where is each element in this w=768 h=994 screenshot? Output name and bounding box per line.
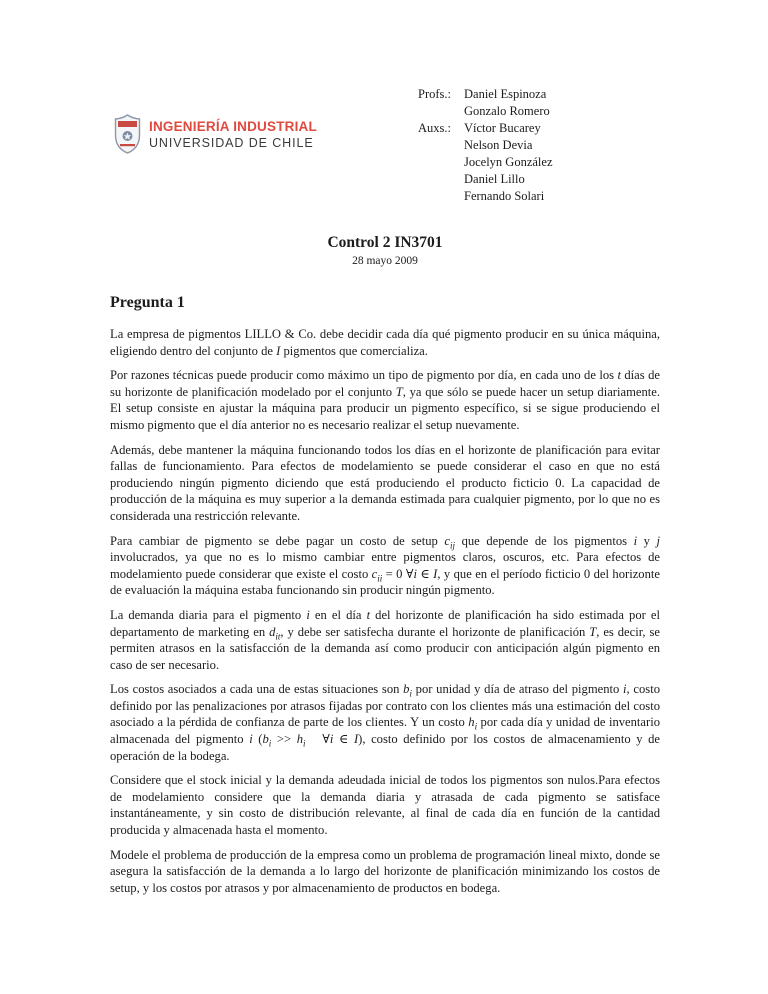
paragraph: Además, debe mantener la máquina funcionando todos los días en el horizonte de planificación para evitar fallas de funcionamiento. Para efectos de modelamiento se puede considerar el caso en que no está produciendo ningún pigmento diciendo que está produciendo el producto ficticio 0. La capacidad de producción de la máquina es muy superior a la demanda estimada para cualquier pigmento, por lo que no es considerada una restricción relevante.	[110, 442, 660, 523]
staff-role-label: Auxs.:	[418, 121, 451, 135]
staff-role-label	[418, 188, 464, 205]
university-logo-text	[149, 119, 317, 150]
staff-role-label	[418, 137, 464, 154]
staff-grid	[418, 86, 553, 205]
document-date: 28 mayo 2009	[352, 255, 418, 267]
staff-name: Daniel Lillo	[464, 172, 525, 186]
staff-role-label	[418, 171, 464, 188]
staff-name: Gonzalo Romero	[464, 104, 550, 118]
staff-name: Nelson Devia	[464, 138, 533, 152]
staff-role-label	[418, 154, 464, 171]
paragraph: Por razones técnicas puede producir como máximo un tipo de pigmento por día, en cada uno de los t días de su horizonte de planificación modelado por el conjunto T, ya que sólo se puede hacer un setup diariamente. El setup consiste en ajustar la máquina para producir un pigmento específico, si se sigue produciendo el mismo pigmento que el día anterior no es necesario realizar el setup nuevamente.	[110, 368, 660, 432]
paragraph: Los costos asociados a cada una de estas situaciones son $b_i$ por unidad y día de atraso del pigmento i, costo definido por las penalizaciones por atrasos fijadas por contrato con los clientes más una estimación del costo asociado a la pérdida de confianza de parte de los clientes. Y un costo $h_i$ por cada día y unidad de inventario almacenada del pigmento i ($b_i >> h_i$ ∀i ∈ I), costo definido por los costos de almacenamiento y de operación de la bodega.	[110, 682, 661, 763]
staff-name: Daniel Espinoza	[464, 87, 547, 101]
staff-role-label	[418, 103, 464, 120]
staff-name: Víctor Bucarey	[464, 121, 541, 135]
staff-name: Jocelyn González	[464, 155, 553, 169]
question-body	[110, 326, 660, 896]
paragraph: La demanda diaria para el pigmento i en el día t del horizonte de planificación ha sido estimada por el departamento de marketing en $d_{it}$, y debe ser satisfecha durante el horizonte de planificación T, es decir, se permiten atrasos en la satisfacción de la demanda así como producir con anticipación algún pigmento en caso de ser necesario.	[110, 607, 660, 672]
staff-role-label: Profs.:	[418, 87, 451, 101]
university-crest-icon	[114, 114, 141, 154]
logo-line-universidad: UNIVERSIDAD DE CHILE	[149, 135, 314, 150]
document-header	[110, 86, 660, 208]
paragraph: Para cambiar de pigmento se debe pagar un costo de setup $c_{ij}$ que depende de los pigmentos i y j involucrados, ya que no es lo mismo cambiar entre pigmentos claros, oscuros, etc. Para efectos de modelamiento puede considerar que existe el costo $c_{ii} = 0$ ∀i ∈ I, y que en el período ficticio 0 del horizonte de evaluación la máquina estaba funcionando sin producir ningún pigmento.	[110, 533, 661, 598]
document-title: Control 2 IN3701	[327, 234, 443, 251]
logo-line-ingenieria: INGENIERÍA INDUSTRIAL	[149, 118, 317, 134]
paragraph: Modele el problema de producción de la empresa como un problema de programación lineal mixto, donde se asegura la satisfacción de la demanda a lo largo del horizonte de planificación minimizando los costos de setup, y los costos por atrasos y por almacenamiento de productos en bodega.	[110, 847, 660, 895]
university-logo	[114, 114, 317, 154]
staff-name: Fernando Solari	[464, 189, 545, 203]
question-heading: Pregunta 1	[110, 294, 185, 311]
title-block	[110, 234, 660, 267]
paragraph: Considere que el stock inicial y la demanda adeudada inicial de todos los pigmentos son nulos.Para efectos de modelamiento considere que la demanda diaria y atrasada de cada pigmento se satisface instantáneamente, y sin costo de distribución relevante, al final de cada día en función de la cantidad producida y almacenada hasta el momento.	[110, 773, 660, 838]
paragraph: La empresa de pigmentos LILLO & Co. debe decidir cada día qué pigmento producir en su única máquina, eligiendo dentro del conjunto de I pigmentos que comercializa.	[110, 327, 660, 358]
